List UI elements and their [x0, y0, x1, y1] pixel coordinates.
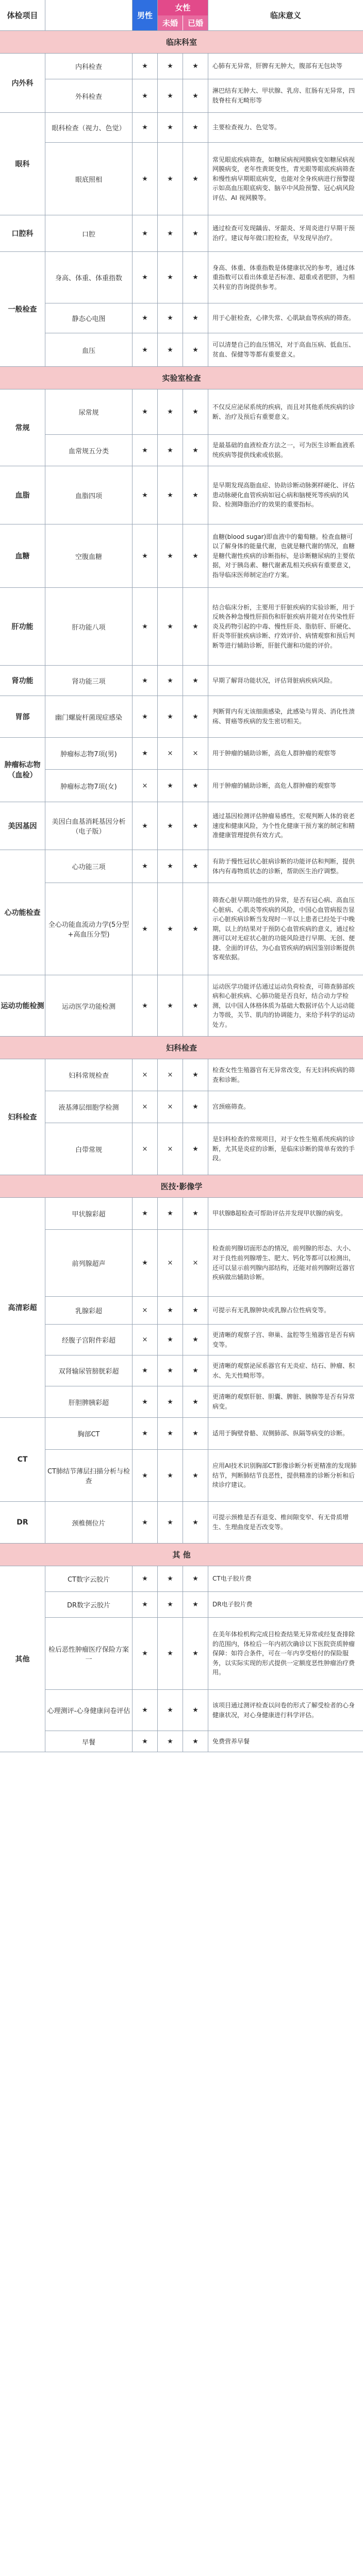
exam-item: 妇科常规检查	[45, 1059, 133, 1091]
exam-item: 甲状腺彩超	[45, 1198, 133, 1229]
exam-item: 经腹子宫附件彩超	[45, 1325, 133, 1355]
table-row	[45, 1355, 363, 1386]
header-unmarried: 未婚	[158, 15, 183, 31]
exam-item: 幽门螺旋杆菌现症感染	[45, 696, 133, 737]
table-row	[45, 1690, 363, 1731]
unmarried-mark: ★	[158, 1731, 183, 1752]
male-mark: ★	[133, 1198, 158, 1229]
category-label: 美因基因	[0, 802, 45, 850]
unmarried-mark: ★	[158, 54, 183, 79]
exam-item: 心理测评-心身健康问卷评估	[45, 1690, 133, 1731]
exam-item: 美因白血基消耗基因分析（电子版）	[45, 802, 133, 850]
clinical-meaning: 早期了解肾功能状况，评估肾脏病疾病风险。	[212, 676, 337, 684]
clinical-meaning: 检查女性生殖器官有无异常改变，有无妇科疾病的筛查和诊断。	[212, 1066, 355, 1083]
table-row	[45, 1566, 363, 1592]
male-mark: ×	[133, 1297, 158, 1324]
table-row	[45, 54, 363, 79]
male-mark: ★	[133, 1230, 158, 1296]
table-row	[45, 252, 363, 303]
exam-item: 运动医学功能检测	[45, 975, 133, 1036]
category-label: DR	[0, 1502, 45, 1543]
table-row	[45, 883, 363, 975]
exam-item: 外科检查	[45, 79, 133, 112]
married-mark: ×	[183, 738, 208, 769]
category-label: 运动功能检测	[0, 975, 45, 1036]
section-title: 临床科室	[0, 31, 363, 54]
unmarried-mark: ★	[158, 696, 183, 737]
clinical-meaning: 不仅反应泌尿系统的疾病，而且对其他系统疾病的诊断、治疗及预后有重要意义。	[212, 403, 355, 420]
male-mark: ★	[133, 1566, 158, 1591]
unmarried-mark: ★	[158, 1198, 183, 1229]
unmarried-mark: ★	[158, 1690, 183, 1731]
married-mark: ★	[183, 1297, 208, 1324]
table-header	[0, 0, 363, 31]
married-mark: ★	[183, 666, 208, 696]
exam-item: 肾功能三项	[45, 666, 133, 696]
category-group	[0, 975, 363, 1037]
male-mark: ★	[133, 1450, 158, 1501]
married-mark: ★	[183, 1690, 208, 1731]
male-mark: ★	[133, 975, 158, 1036]
category-label: 口腔科	[0, 215, 45, 251]
table-row	[45, 1592, 363, 1618]
table-row	[45, 333, 363, 366]
table-row	[45, 303, 363, 333]
clinical-meaning: 更清晰的观察子宫、卵巢、盆腔等生殖器官是否有病变等。	[212, 1331, 355, 1348]
married-mark: ★	[183, 252, 208, 303]
unmarried-mark: ×	[158, 738, 183, 769]
married-mark: ★	[183, 1355, 208, 1386]
category-label: 常规	[0, 389, 45, 466]
married-mark: ★	[183, 389, 208, 434]
married-mark: ★	[183, 303, 208, 333]
category-label: 一般检查	[0, 252, 45, 366]
married-mark: ★	[183, 1592, 208, 1617]
male-mark: ★	[133, 333, 158, 366]
unmarried-mark: ★	[158, 770, 183, 802]
table-row	[45, 1198, 363, 1230]
table-row	[45, 389, 363, 435]
clinical-meaning: 筛查心脏早期功能性的异常，是否有冠心病、高血压心脏病、心肌炎等疾病的风险，中国心血管病报告显示心脏疾病诊断当发现时一半以上患者已经处于中晚期，以上的结果对于预防心血管疾病的意义，通过检测可以对无症状心脏的功能风险进行早期、无创、便捷、全面的评估，为心血管疾病的病因鉴别诊断提供客观依据。	[212, 896, 355, 961]
unmarried-mark: ★	[158, 883, 183, 975]
category-group	[0, 802, 363, 850]
married-mark: ★	[183, 1450, 208, 1501]
male-mark: ★	[133, 466, 158, 524]
category-group	[0, 1198, 363, 1418]
category-group	[0, 113, 363, 215]
male-mark: ★	[133, 54, 158, 79]
table-row	[45, 1325, 363, 1355]
clinical-meaning: 运动医学功能评估通过运动负荷检查，可筛查肺部疾病和心脏疾病、心肺功能是否良好，结合动力学检测，以中国人体格体质为基础大数据评估个人运动能力等级，关节、肌肉的协调能力，来给予科学的运动处方。	[212, 982, 355, 1028]
unmarried-mark: ★	[158, 588, 183, 665]
exam-item: 口腔	[45, 215, 133, 251]
unmarried-mark: ★	[158, 666, 183, 696]
married-mark: ★	[183, 1123, 208, 1175]
male-mark: ★	[133, 850, 158, 883]
exam-item: 内科检查	[45, 54, 133, 79]
exam-item: 肿瘤标志物7项(男)	[45, 738, 133, 769]
clinical-meaning: 身高、体重、体重指数是体健康状况的参考，通过体重指数可以看出体重是否标准、超重或者肥胖，为相关科室的咨询提供参考。	[212, 264, 355, 291]
clinical-meaning: 常见眼底疾病筛查，如糖尿病视网膜病变如糖尿病视网膜病变，老年性黄斑变性，青光眼等眼底疾病筛查和慢性病早期眼底病变，也能对全身疾病进行预警提示如高血压眼底病变、脑卒中风险预警、冠心病风险评估、AI 视网膜等。	[212, 156, 355, 201]
category-label: 肝功能	[0, 588, 45, 665]
unmarried-mark: ★	[158, 1566, 183, 1591]
unmarried-mark: ★	[158, 389, 183, 434]
clinical-meaning: 有助于慢性冠状心脏病诊断的功能评估和判断，提供体内有毒物质状态的诊断，帮助医生治疗调整。	[212, 857, 355, 875]
category-label: 肿瘤标志物（血检）	[0, 738, 45, 802]
male-mark: ★	[133, 1355, 158, 1386]
married-mark: ★	[183, 333, 208, 366]
table-row	[45, 770, 363, 802]
exam-item: 前列腺超声	[45, 1230, 133, 1296]
unmarried-mark: ★	[158, 1618, 183, 1689]
male-mark: ★	[133, 435, 158, 466]
unmarried-mark: ★	[158, 215, 183, 251]
category-label: 眼科	[0, 113, 45, 215]
clinical-meaning: 结合临床分析，主要用于肝脏疾病的实验诊断，用于反映各种急慢性肝损伤和肝脏疾病并能对在传染性肝炎及药物引起的中毒、慢性肝炎、脂肪肝、肝硬化、肝炎等肝脏疾病诊断、疗效评价、病情观察和预后判断等进行辅助诊断，肝脏代谢和功能的评价。	[212, 603, 355, 649]
table-row	[45, 1502, 363, 1543]
table-row	[45, 975, 363, 1036]
header-male: 男性	[133, 0, 158, 30]
exam-item: 肿瘤标志物7项(女)	[45, 770, 133, 802]
married-mark: ★	[183, 466, 208, 524]
unmarried-mark: ★	[158, 252, 183, 303]
male-mark: ★	[133, 1690, 158, 1731]
unmarried-mark: ★	[158, 850, 183, 883]
male-mark: ★	[133, 738, 158, 769]
male-mark: ★	[133, 1502, 158, 1543]
male-mark: ★	[133, 113, 158, 142]
male-mark: ★	[133, 524, 158, 587]
married-mark: ★	[183, 1198, 208, 1229]
unmarried-mark: ★	[158, 113, 183, 142]
section-title: 医技·影像学	[0, 1175, 363, 1198]
table-row	[45, 1123, 363, 1175]
header-spacer	[45, 0, 133, 30]
exam-item: 检后恶性肿瘤医疗保险方案一	[45, 1618, 133, 1689]
clinical-meaning: 血糖(blood sugar)即血液中的葡萄糖。检查血糖可以了解身体的能量代谢，也就是糖代谢的情况，血糖是糖代谢性疾病的诊断指标，是诊断糖尿病的主要依据，对于胰岛素、糖代谢紊乱相关疾病有重要意义，指导临床医师制定治疗方案。	[212, 533, 355, 579]
category-group	[0, 1566, 363, 1752]
category-label: CT	[0, 1418, 45, 1501]
unmarried-mark: ★	[158, 333, 183, 366]
category-group	[0, 1059, 363, 1175]
table-row	[45, 1450, 363, 1501]
unmarried-mark: ★	[158, 1386, 183, 1417]
category-group	[0, 666, 363, 696]
male-mark: ★	[133, 696, 158, 737]
category-group	[0, 215, 363, 252]
header-female	[158, 0, 208, 30]
table-row	[45, 143, 363, 215]
category-group	[0, 54, 363, 113]
exam-item: 空腹血糖	[45, 524, 133, 587]
table-row	[45, 666, 363, 696]
unmarried-mark: ★	[158, 1297, 183, 1324]
unmarried-mark: ×	[158, 1123, 183, 1175]
table-row	[45, 1386, 363, 1417]
exam-item: DR数字云胶片	[45, 1592, 133, 1617]
category-label: 血糖	[0, 524, 45, 587]
clinical-meaning: 用于心脏检查，心律失常、心肌缺血等疾病的筛查。	[212, 314, 355, 322]
clinical-meaning: 可以清楚自己的血压情况，对于高血压病、低血压、贫血、保健等等都有重要意义。	[212, 341, 355, 358]
married-mark: ★	[183, 113, 208, 142]
clinical-meaning: 宫颈癌筛查。	[212, 1103, 250, 1111]
table-row	[45, 1059, 363, 1091]
unmarried-mark: ★	[158, 79, 183, 112]
category-label: 血脂	[0, 466, 45, 524]
clinical-meaning: 该项目通过测评检查以问卷的形式了解受检者的心身健康状况，对心身健康进行科学评估。	[212, 1701, 355, 1719]
exam-item: 心功能三项	[45, 850, 133, 883]
married-mark: ★	[183, 79, 208, 112]
category-label: 胃部	[0, 696, 45, 737]
category-label: 内外科	[0, 54, 45, 112]
table-row	[45, 113, 363, 143]
unmarried-mark: ×	[158, 1230, 183, 1296]
table-row	[45, 802, 363, 850]
unmarried-mark: ★	[158, 143, 183, 215]
clinical-meaning: 淋巴结有无肿大、甲状腺、乳房、肛肠有无异常，四肢脊柱有无畸形等	[212, 87, 355, 104]
male-mark: ×	[133, 1123, 158, 1175]
category-group	[0, 588, 363, 666]
married-mark: ★	[183, 696, 208, 737]
exam-item: 血常规五分类	[45, 435, 133, 466]
header-female-label: 女性	[158, 0, 208, 15]
exam-item: 血压	[45, 333, 133, 366]
exam-item: 静态心电图	[45, 303, 133, 333]
male-mark: ×	[133, 1059, 158, 1091]
exam-item: 尿常规	[45, 389, 133, 434]
category-group	[0, 850, 363, 975]
clinical-meaning: CT电子胶片费	[212, 1575, 252, 1583]
table-row	[45, 696, 363, 737]
male-mark: ★	[133, 303, 158, 333]
header-project: 体检项目	[0, 0, 45, 30]
male-mark: ★	[133, 802, 158, 850]
table-row	[45, 1418, 363, 1450]
married-mark: ★	[183, 770, 208, 802]
exam-item: 眼底照相	[45, 143, 133, 215]
married-mark: ★	[183, 143, 208, 215]
clinical-meaning: 通过检查可发现龋齿、牙龈炎、牙周炎进行早期干预治疗。建议每年做口腔检查，早发现早治疗。	[212, 225, 355, 242]
exam-item: 肝胆脾胰彩超	[45, 1386, 133, 1417]
clinical-meaning: 通过基因检测评估肿瘤易感性，宏观判断人体的衰老速度和健康风险，为个性化健康干预方案的制定和精准健康管理提供有效方式。	[212, 812, 355, 839]
male-mark: ★	[133, 215, 158, 251]
married-mark: ★	[183, 802, 208, 850]
married-mark: ★	[183, 54, 208, 79]
unmarried-mark: ★	[158, 466, 183, 524]
clinical-meaning: 甲状腺B超检查可帮助评估并发现甲状腺的病变。	[212, 1210, 347, 1217]
exam-item: 身高、体重、体重指数	[45, 252, 133, 303]
exam-item: 颈椎侧位片	[45, 1502, 133, 1543]
exam-item: 胸部CT	[45, 1418, 133, 1449]
category-group	[0, 1418, 363, 1502]
male-mark: ★	[133, 79, 158, 112]
category-group	[0, 524, 363, 588]
married-mark: ★	[183, 1502, 208, 1543]
category-label: 妇科检查	[0, 1059, 45, 1175]
unmarried-mark: ★	[158, 802, 183, 850]
exam-item: 双肾输尿管膀胱彩超	[45, 1355, 133, 1386]
unmarried-mark: ★	[158, 1355, 183, 1386]
married-mark: ★	[183, 1618, 208, 1689]
header-married: 已婚	[183, 15, 208, 31]
table-row	[45, 524, 363, 587]
section-title: 其 他	[0, 1544, 363, 1566]
category-group	[0, 1502, 363, 1544]
male-mark: ×	[133, 1091, 158, 1123]
clinical-meaning: 更清晰的观察肝脏、胆囊、脾脏、胰腺等是否有异常病变。	[212, 1393, 355, 1410]
married-mark: ★	[183, 1059, 208, 1091]
category-label: 肾功能	[0, 666, 45, 696]
exam-item: CT数字云胶片	[45, 1566, 133, 1591]
exam-item: 液基薄层细胞学检测	[45, 1091, 133, 1123]
table-row	[45, 850, 363, 883]
category-group	[0, 389, 363, 466]
male-mark: ★	[133, 1731, 158, 1752]
unmarried-mark: ★	[158, 1418, 183, 1449]
clinical-meaning: 适用于胸壁骨骼、双侧肺部、纵隔等病变的诊断。	[212, 1430, 349, 1437]
clinical-meaning: 心肺有无异常，肝脾有无肿大，腹部有无包块等	[212, 62, 343, 70]
clinical-meaning: 可提示颈椎是否有退变、椎间隙变窄、有无骨质增生、生理曲度是否改变等。	[212, 1514, 349, 1531]
category-group	[0, 738, 363, 802]
unmarried-mark: ★	[158, 1450, 183, 1501]
married-mark: ★	[183, 588, 208, 665]
married-mark: ★	[183, 435, 208, 466]
category-label: 心功能检查	[0, 850, 45, 975]
unmarried-mark: ★	[158, 303, 183, 333]
exam-item: 白带常规	[45, 1123, 133, 1175]
married-mark: ★	[183, 850, 208, 883]
exam-item: 早餐	[45, 1731, 133, 1752]
married-mark: ★	[183, 883, 208, 975]
married-mark: ★	[183, 1418, 208, 1449]
unmarried-mark: ×	[158, 1091, 183, 1123]
clinical-meaning: 是最基础的血液检查方法之一，可为医生诊断血液系统疾病等提供线索或依据。	[212, 442, 355, 459]
male-mark: ×	[133, 1325, 158, 1355]
exam-item: 血脂四项	[45, 466, 133, 524]
married-mark: ★	[183, 524, 208, 587]
clinical-meaning: 应用AI技术识别胸部CT影像诊断分析更精准的发现肺结节，判断肺结节良恶性，提供精准的诊断分析和后续诊疗建议。	[212, 1462, 357, 1489]
category-group	[0, 252, 363, 367]
category-label: 高清彩超	[0, 1198, 45, 1417]
table-row	[45, 1297, 363, 1325]
table-row	[45, 1091, 363, 1123]
male-mark: ★	[133, 252, 158, 303]
table-row	[45, 1618, 363, 1690]
exam-item: 肝功能八项	[45, 588, 133, 665]
unmarried-mark: ★	[158, 975, 183, 1036]
male-mark: ★	[133, 588, 158, 665]
clinical-meaning: 更清晰的观察泌尿系器官有无炎症、结石、肿瘤、积水、先天性畸形等。	[212, 1362, 355, 1379]
unmarried-mark: ★	[158, 1592, 183, 1617]
male-mark: ★	[133, 389, 158, 434]
exam-item: 眼科检查（视力、色觉）	[45, 113, 133, 142]
male-mark: ★	[133, 1386, 158, 1417]
clinical-meaning: 免费营养早餐	[212, 1737, 250, 1745]
married-mark: ★	[183, 1091, 208, 1123]
table-row	[45, 588, 363, 665]
table-row	[45, 466, 363, 524]
category-label: 其他	[0, 1566, 45, 1752]
male-mark: ★	[133, 143, 158, 215]
unmarried-mark: ★	[158, 1502, 183, 1543]
category-group	[0, 466, 363, 524]
clinical-meaning: 是妇科检查的常规项目，对于女性生殖系统疾病的诊断，尤其是炎症的诊断，是临床诊断的简单有效的手段。	[212, 1136, 355, 1162]
section-title: 实验室检查	[0, 367, 363, 389]
unmarried-mark: ★	[158, 435, 183, 466]
married-mark: ★	[183, 1325, 208, 1355]
unmarried-mark: ★	[158, 1325, 183, 1355]
clinical-meaning: 用于肿瘤的辅助诊断，高危人群肿瘤的观察等	[212, 782, 337, 789]
table-row	[45, 79, 363, 112]
clinical-meaning: 可提示有无乳腺肿块或乳腺占位性病变等。	[212, 1307, 331, 1314]
table-row	[45, 1230, 363, 1297]
section-title: 妇科检查	[0, 1037, 363, 1059]
clinical-meaning: 在美年体检机构完成目检查结果无异常或经复查排除的范围内，体检后一年内初次确诊以下医院资质肿瘤保障：如符合条件，可在一年内享受赔付的保险服务，以实际实现的形式提供一定额度恶性肿瘤治疗费用。	[212, 1631, 355, 1676]
category-group	[0, 696, 363, 738]
male-mark: ★	[133, 1592, 158, 1617]
table-row	[45, 1731, 363, 1752]
table-row	[45, 435, 363, 466]
married-mark: ★	[183, 215, 208, 251]
clinical-meaning: DR电子胶片费	[212, 1601, 253, 1608]
clinical-meaning: 判断胃内有无该细菌感染，此感染与胃炎、消化性溃疡、胃癌等疾病的发生密切相关。	[212, 708, 355, 725]
male-mark: ★	[133, 666, 158, 696]
exam-item: 全心功能血流动力学(5分型+高血压分型)	[45, 883, 133, 975]
married-mark: ★	[183, 975, 208, 1036]
clinical-meaning: 主要检查视力、色觉等。	[212, 124, 281, 131]
male-mark: ★	[133, 1618, 158, 1689]
clinical-meaning: 用于肿瘤的辅助诊断，高危人群肿瘤的观察等	[212, 750, 337, 757]
table-row	[45, 215, 363, 251]
clinical-meaning: 检查前列腺切面形态的情况，前列腺的形态、大小、对于良性前列腺增生、肥大、钙化等都可以检测出，还可以显示前列腺内部结构，还能对前列腺附近器官疾病做出辅助诊断。	[212, 1245, 355, 1281]
clinical-meaning: 是早期发现高脂血症、协助诊断动脉粥样硬化、评估患动脉硬化血管疾病如冠心病和脑梗死等疾病的风险、检测降脂治疗的效果的重要指标。	[212, 482, 355, 509]
unmarried-mark: ★	[158, 524, 183, 587]
exam-item: CT肺结节薄层扫描分析与检查	[45, 1450, 133, 1501]
exam-item: 乳腺彩超	[45, 1297, 133, 1324]
married-mark: ★	[183, 1386, 208, 1417]
header-meaning: 临床意义	[270, 11, 301, 20]
married-mark: ★	[183, 1731, 208, 1752]
table-row	[45, 738, 363, 770]
male-mark: ★	[133, 1418, 158, 1449]
male-mark: ×	[133, 770, 158, 802]
married-mark: ×	[183, 1230, 208, 1296]
unmarried-mark: ×	[158, 1059, 183, 1091]
married-mark: ★	[183, 1566, 208, 1591]
male-mark: ★	[133, 883, 158, 975]
